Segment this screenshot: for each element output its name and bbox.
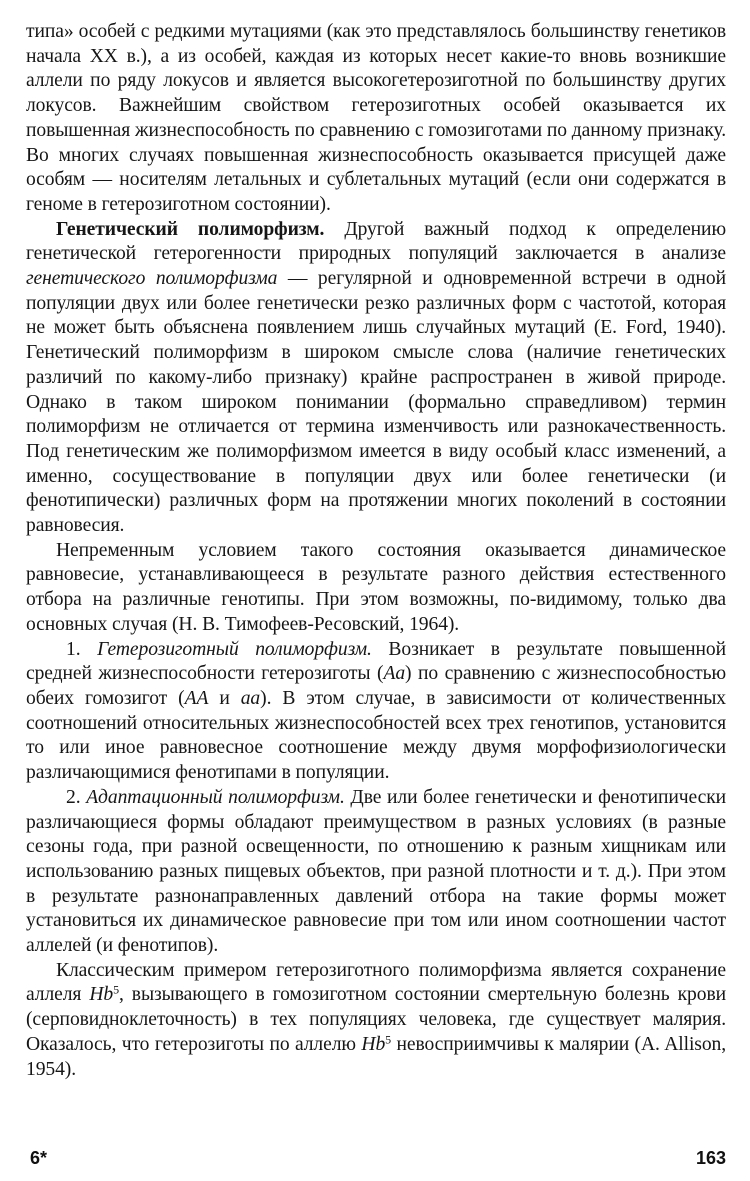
page-number: 163 xyxy=(695,1148,726,1168)
text-run: и xyxy=(208,687,241,709)
signature-mark: 6* xyxy=(30,1148,48,1168)
allele-symbol: Hb xyxy=(361,1033,386,1055)
section-heading-genetic-polymorphism: Генетический полиморфизм. xyxy=(56,218,325,240)
paragraph-classic-example xyxy=(26,959,726,1083)
text-run: — регулярной и одновременной встречи в одной популяции двух или более генетически резко различных форм с частотой, которая не может быть объяснена появлением лишь случайных мутаций (E. Ford, 1940). Генетический полиморфизм в широком смысле слова (наличие генетических различий по какому-либо признаку) крайне распространен в живой природе. Однако в таком широком понимании (формально справедливом) термин полиморфизм не отличается от термина изменчивость или разнокачественность. Под генетическим же полиморфизмом имеется в виду особый класс изменений, а именно, сосуществование в популяции двух или более генетически (и фенотипически) различных форм на протяжении многих поколений в состоянии равновесия. xyxy=(26,268,726,537)
body-text xyxy=(26,20,726,1082)
text-run: Другой важный подход к определению генетической гетерогенности природных популяций заключается в анализе xyxy=(26,218,726,265)
text-run: Две или более генетически и фенотипически различающиеся формы обладают преимуществом в разных условиях (в разные сезоны года, при разной освещенности, по отношению к разным хищникам или использованию разных пищевых объектов, при разной плотности и т. д.). При этом в результате разнонаправленных давлений отбора на такие формы может установиться их динамическое равновесие при том или ином соотношении частот аллелей (и фенотипов). xyxy=(26,786,726,957)
allele-symbol: Hb xyxy=(89,984,114,1006)
page-footer xyxy=(30,1148,726,1174)
text-run: Классическим примером гетерозиготного полиморфизма является сохранение аллеля xyxy=(26,959,726,1006)
paragraph-intro xyxy=(26,20,726,218)
text-run: , вызывающего в гомозиготном состоянии смертельную болезнь крови (серповидноклеточность) в тех популяциях человека, где существует малярия. Оказалось, что гетерозиготы по аллелю xyxy=(26,984,726,1055)
list-number: 1. xyxy=(66,638,98,660)
paragraph-intro-text: типа» особей с редкими мутациями (как это представлялось большинству генетиков начала XX в.), а из особей, каждая из которых несет какие-то вновь возникшие аллели по ряду локусов и является высокогетерозиготной по большинству других локусов. Важнейшим свойством гетерозиготных особей оказывается их повышенная жизнеспособность по сравнению с гомозиготами по данному признаку. Во многих случаях повышенная жизнеспособность оказывается присущей даже особям — носителям летальных и сублетальных мутаций (если они содержатся в геноме в гетерозиготном состоянии). xyxy=(26,21,726,215)
paragraph-dynamic-equilibrium-text: Непременным условием такого состояния оказывается динамическое равновесие, устанавливающееся в результате разного действия естественного отбора на различные генотипы. При этом возможны, по-видимому, только два основных случая (Н. В. Тимофеев-Ресовский, 1964). xyxy=(26,539,726,635)
list-item-heterozygous-polymorphism xyxy=(26,638,726,786)
text-run: невосприимчивы к малярии (A. Allison, 1954). xyxy=(26,1033,727,1080)
allele-superscript: 5 xyxy=(385,1032,392,1047)
genotype-symbol: Aa xyxy=(383,663,406,685)
list-number: 2. xyxy=(66,786,87,808)
text-run: ) по сравнению с жизнеспособностью обеих гомозигот ( xyxy=(26,663,727,709)
paragraph-dynamic-equilibrium xyxy=(26,539,726,638)
text-run: Возникает в результате повышенной средней жизнеспособности гетерозиготы ( xyxy=(26,638,727,685)
term-adaptive-polymorphism: Адаптационный полиморфизм. xyxy=(86,786,345,808)
list-item-adaptive-polymorphism xyxy=(26,786,726,959)
allele-superscript: 5 xyxy=(113,982,119,997)
text-run: ). В этом случае, в зависимости от количественных соотношений относительных жизнеспособностей всех трех генотипов, установится то или иное равновесное соотношение между двумя морфофизиологически различающимися фенотипами в популяции. xyxy=(26,687,726,784)
genotype-symbol: AA xyxy=(184,687,209,709)
paragraph-genetic-polymorphism xyxy=(26,218,726,539)
genotype-symbol: aa xyxy=(240,687,261,709)
term-heterozygous-polymorphism: Гетерозиготный полиморфизм. xyxy=(97,638,372,660)
term-genetic-polymorphism: генетического полиморфизма xyxy=(26,268,278,290)
